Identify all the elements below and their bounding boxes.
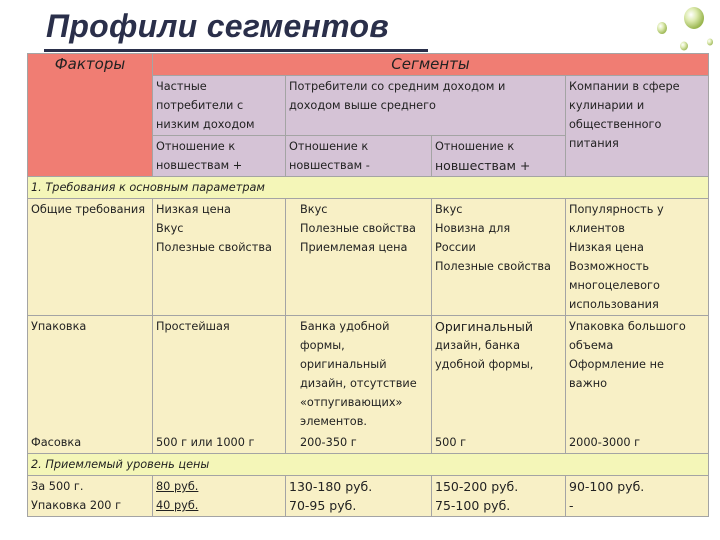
cell-line: Оригинальный [435,319,533,334]
cell-line: Вкус [435,203,463,216]
innovation-line: Отношение к [435,140,515,153]
cell-price-seg1 [153,476,286,517]
segment-middle-income [286,76,566,136]
innovation-line: новшествам - [289,159,370,172]
cell-line: дизайн, отсутствие [300,377,417,390]
cell-packaging-seg2 [286,316,432,433]
segment-companies [566,76,709,177]
cell-general-seg3 [432,199,566,316]
cell-portion-seg4: 2000-3000 г [566,432,709,454]
innovation-line: новшествам + [435,158,531,173]
segment-companies-line: общественного [569,118,662,131]
cell-line: клиентов [569,222,625,235]
cell-line: Полезные свойства [435,260,551,273]
cell-line: Простейшая [156,320,230,333]
cell-line: Возможность [569,260,650,273]
cell-line: Новизна для [435,222,511,235]
page-title: Профили сегментов [46,8,389,44]
section-title-price: 2. Приемлемый уровень цены [28,454,709,476]
cell-line: 80 руб. [156,480,199,493]
cell-line: Вкус [300,203,328,216]
cell-general-seg2 [286,199,432,316]
cell-line: элементов. [300,415,367,428]
row-label-general: Общие требования [28,199,153,316]
cell-line: 130-180 руб. [289,479,373,494]
cell-portion-seg3: 500 г [432,432,566,454]
segment-companies-line: питания [569,137,619,150]
cell-line: 150-200 руб. [435,479,519,494]
cell-line: 75-100 руб. [435,498,511,513]
cell-packaging-seg1 [153,316,286,433]
cell-line: Низкая цена [569,241,644,254]
cell-line: Упаковка 200 г [31,499,122,512]
cell-portion-seg2: 200-350 г [286,432,432,454]
row-label-packaging: Упаковка [28,316,153,433]
cell-line: - [569,498,574,513]
segments-header: Сегменты [153,54,709,76]
cell-line: оригинальный [300,358,387,371]
cell-line: Полезные свойства [156,241,272,254]
factors-header: Факторы [28,54,153,177]
segment-companies-line: кулинарии и [569,99,645,112]
cell-price-seg3 [432,476,566,517]
segment-low-income-line: Частные [156,80,207,93]
cell-line: Вкус [156,222,184,235]
cell-portion-seg1: 500 г или 1000 г [153,432,286,454]
cell-line: За 500 г. [31,480,84,493]
cell-line: 90-100 руб. [569,479,645,494]
segment-middle-innovation-plus [432,136,566,177]
segment-middle-income-line: доходом выше среднего [289,99,436,112]
cell-line: использования [569,298,659,311]
cell-line: дизайн, банка [435,339,521,352]
section-title-requirements: 1. Требования к основным параметрам [28,177,709,199]
cell-line: России [435,241,476,254]
row-label-price [28,476,153,517]
segment-profile-table [27,53,709,517]
cell-line: удобной формы, [435,358,534,371]
innovation-line: Отношение к [289,140,369,153]
cell-line: формы, [300,339,345,352]
row-label-portion: Фасовка [28,432,153,454]
segment-low-income-innovation [153,136,286,177]
cell-general-seg4 [566,199,709,316]
segment-low-income-line: потребители с [156,99,244,112]
cell-line: важно [569,377,608,390]
cell-line: 70-95 руб. [289,498,357,513]
segment-low-income [153,76,286,136]
segment-middle-innovation-minus [286,136,432,177]
cell-line: Упаковка большого [569,320,686,333]
cell-line: многоцелевого [569,279,660,292]
innovation-line: Отношение к [156,140,236,153]
segment-middle-income-line: Потребители со средним доходом и [289,80,506,93]
cell-general-seg1 [153,199,286,316]
cell-packaging-seg3 [432,316,566,433]
cell-line: объема [569,339,614,352]
cell-packaging-seg4 [566,316,709,433]
cell-line: Полезные свойства [300,222,416,235]
segment-low-income-line: низким доходом [156,118,255,131]
cell-line: Популярность у [569,203,664,216]
cell-price-seg4 [566,476,709,517]
cell-price-seg2 [286,476,432,517]
cell-line: «отпугивающих» [300,396,403,409]
cell-line: 40 руб. [156,499,199,512]
title-underline [44,49,428,52]
cell-line: Низкая цена [156,203,231,216]
cell-line: Приемлемая цена [300,241,408,254]
cell-line: Оформление не [569,358,664,371]
innovation-line: новшествам + [156,159,243,172]
segment-companies-line: Компании в сфере [569,80,680,93]
cell-line: Банка удобной [300,320,390,333]
